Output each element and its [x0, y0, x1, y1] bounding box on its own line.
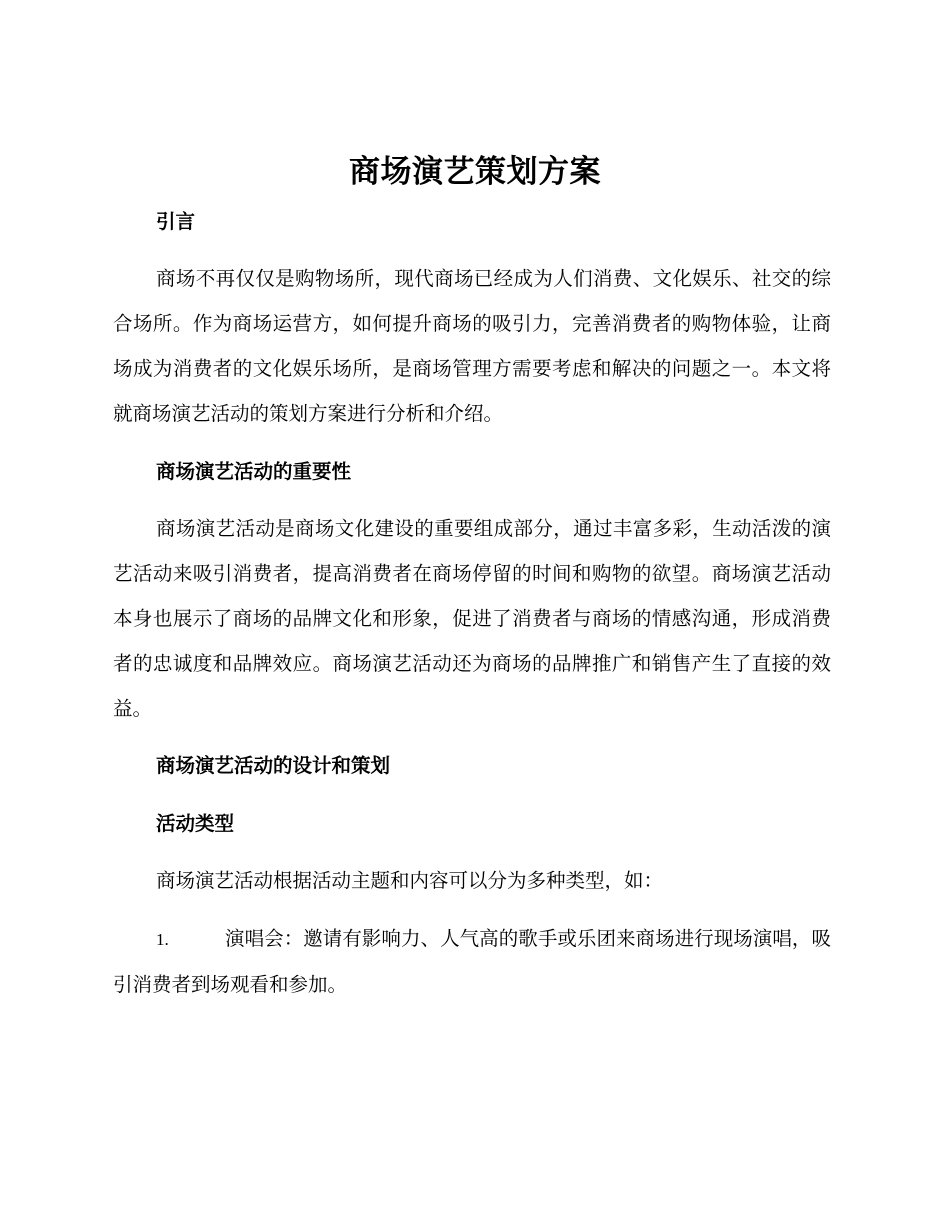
section-heading-design: 商场演艺活动的设计和策划 — [156, 754, 391, 777]
document-title: 商场演艺策划方案 — [349, 154, 601, 190]
section-heading-types: 活动类型 — [156, 812, 235, 835]
section-heading-intro: 引言 — [156, 210, 196, 233]
list-item-text: 演唱会：邀请有影响力、人气高的歌手或乐团来商场进行现场演唱，吸引消费者到场观看和参加。 — [113, 927, 831, 996]
paragraph-intro: 商场不再仅仅是购物场所，现代商场已经成为人们消费、文化娱乐、社交的综合场所。作为商场运营方，如何提升商场的吸引力，完善消费者的购物体验，让商场成为消费者的文化娱乐场所，是商场管理方需要考虑和解决的问题之一。本文将就商场演艺活动的策划方案进行分析和介绍。 — [113, 267, 831, 425]
list-item — [113, 916, 831, 1007]
paragraph-importance: 商场演艺活动是商场文化建设的重要组成部分，通过丰富多彩，生动活泼的演艺活动来吸引消费者，提高消费者在商场停留的时间和购物的欲望。商场演艺活动本身也展示了商场的品牌文化和形象，促进了消费者与商场的情感沟通，形成消费者的忠诚度和品牌效应。商场演艺活动还为商场的品牌推广和销售产生了直接的效益。 — [113, 517, 831, 720]
paragraph-types: 商场演艺活动根据活动主题和内容可以分为多种类型，如： — [156, 869, 664, 892]
list-item-number: 1. — [156, 930, 169, 949]
section-heading-importance: 商场演艺活动的重要性 — [156, 460, 352, 483]
